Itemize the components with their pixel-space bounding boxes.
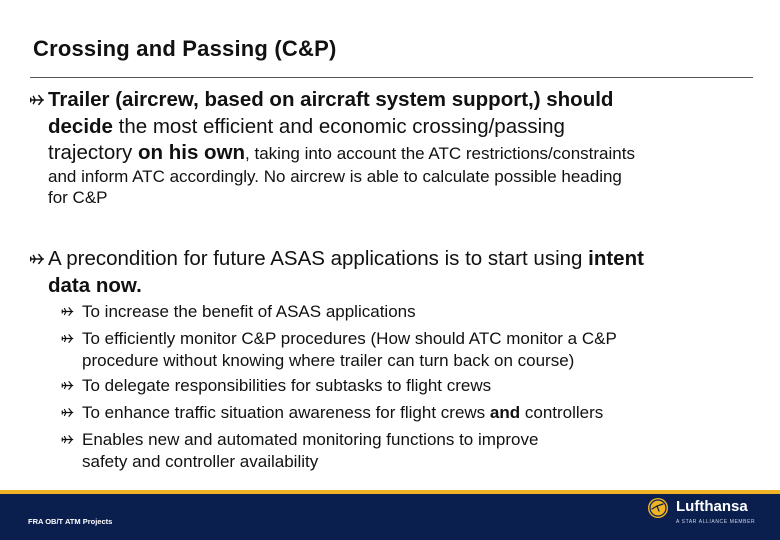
bullet-1-line-2-rest: the most efficient and economic crossing/passing <box>112 115 565 138</box>
sub-item-4-pre: To enhance traffic situation awareness for flight crews <box>82 403 490 422</box>
title-rule <box>30 77 753 78</box>
sub-item-4-post: controllers <box>520 403 604 422</box>
bullet-1-line-2 <box>48 115 565 139</box>
crane-icon-glyph <box>648 498 668 518</box>
bullet-2-intent: intent <box>588 247 644 270</box>
sub-item-1-text: To increase the benefit of ASAS applications <box>82 302 416 321</box>
airplane-bullet-icon <box>28 91 46 109</box>
airplane-sub-bullet-icon <box>60 378 75 393</box>
bullet-1-decide: decide <box>48 115 113 138</box>
bullet-1-line-1-text: Trailer (aircrew, based on aircraft system support,) should <box>48 88 614 111</box>
bullet-1-line-1 <box>48 88 613 112</box>
sub-item-5-text-line-1: Enables new and automated monitoring functions to improve <box>82 430 539 449</box>
lufthansa-logo-text: Lufthansa <box>676 498 748 515</box>
sub-item-4-text <box>82 403 603 423</box>
sub-item-2-text-line-2: procedure without knowing where trailer can turn back on course) <box>82 351 575 370</box>
star-alliance-tagline: A STAR ALLIANCE MEMBER <box>676 519 756 525</box>
airplane-bullet-icon <box>28 250 46 268</box>
bullet-1-line-3-rest: , taking into account the ATC restrictions/constraints <box>245 144 635 163</box>
sub-item-5-text-line-2: safety and controller availability <box>82 452 319 471</box>
bullet-1-line-4: and inform ATC accordingly. No aircrew is able to calculate possible heading <box>48 167 622 186</box>
bullet-2-line-1 <box>48 247 644 271</box>
footer-department-label: FRA OB/T ATM Projects <box>28 517 113 526</box>
bullet-2-line-1-pre: A precondition for future ASAS applications is to start using <box>48 247 589 270</box>
footer-stripe <box>0 490 780 494</box>
sub-item-2-text-line-1: To efficiently monitor C&P procedures (How should ATC monitor a C&P <box>82 329 617 348</box>
bullet-1-line-3-pre: trajectory <box>48 141 138 164</box>
bullet-1-line-5: for C&P <box>48 188 108 207</box>
airplane-sub-bullet-icon <box>60 331 75 346</box>
bullet-1-on-his-own: on his own <box>138 141 246 164</box>
airplane-sub-bullet-icon <box>60 304 75 319</box>
airplane-sub-bullet-icon <box>60 405 75 420</box>
airplane-sub-bullet-icon <box>60 432 75 447</box>
bullet-1-line-3 <box>48 141 635 165</box>
sub-item-3-text: To delegate responsibilities for subtasks to flight crews <box>82 376 492 395</box>
slide-title: Crossing and Passing (C&P) <box>33 36 337 61</box>
crane-icon <box>648 498 668 518</box>
bullet-2-data-now: data now. <box>48 274 142 297</box>
bullet-2-line-2 <box>48 274 142 298</box>
sub-item-4-and: and <box>489 403 521 422</box>
